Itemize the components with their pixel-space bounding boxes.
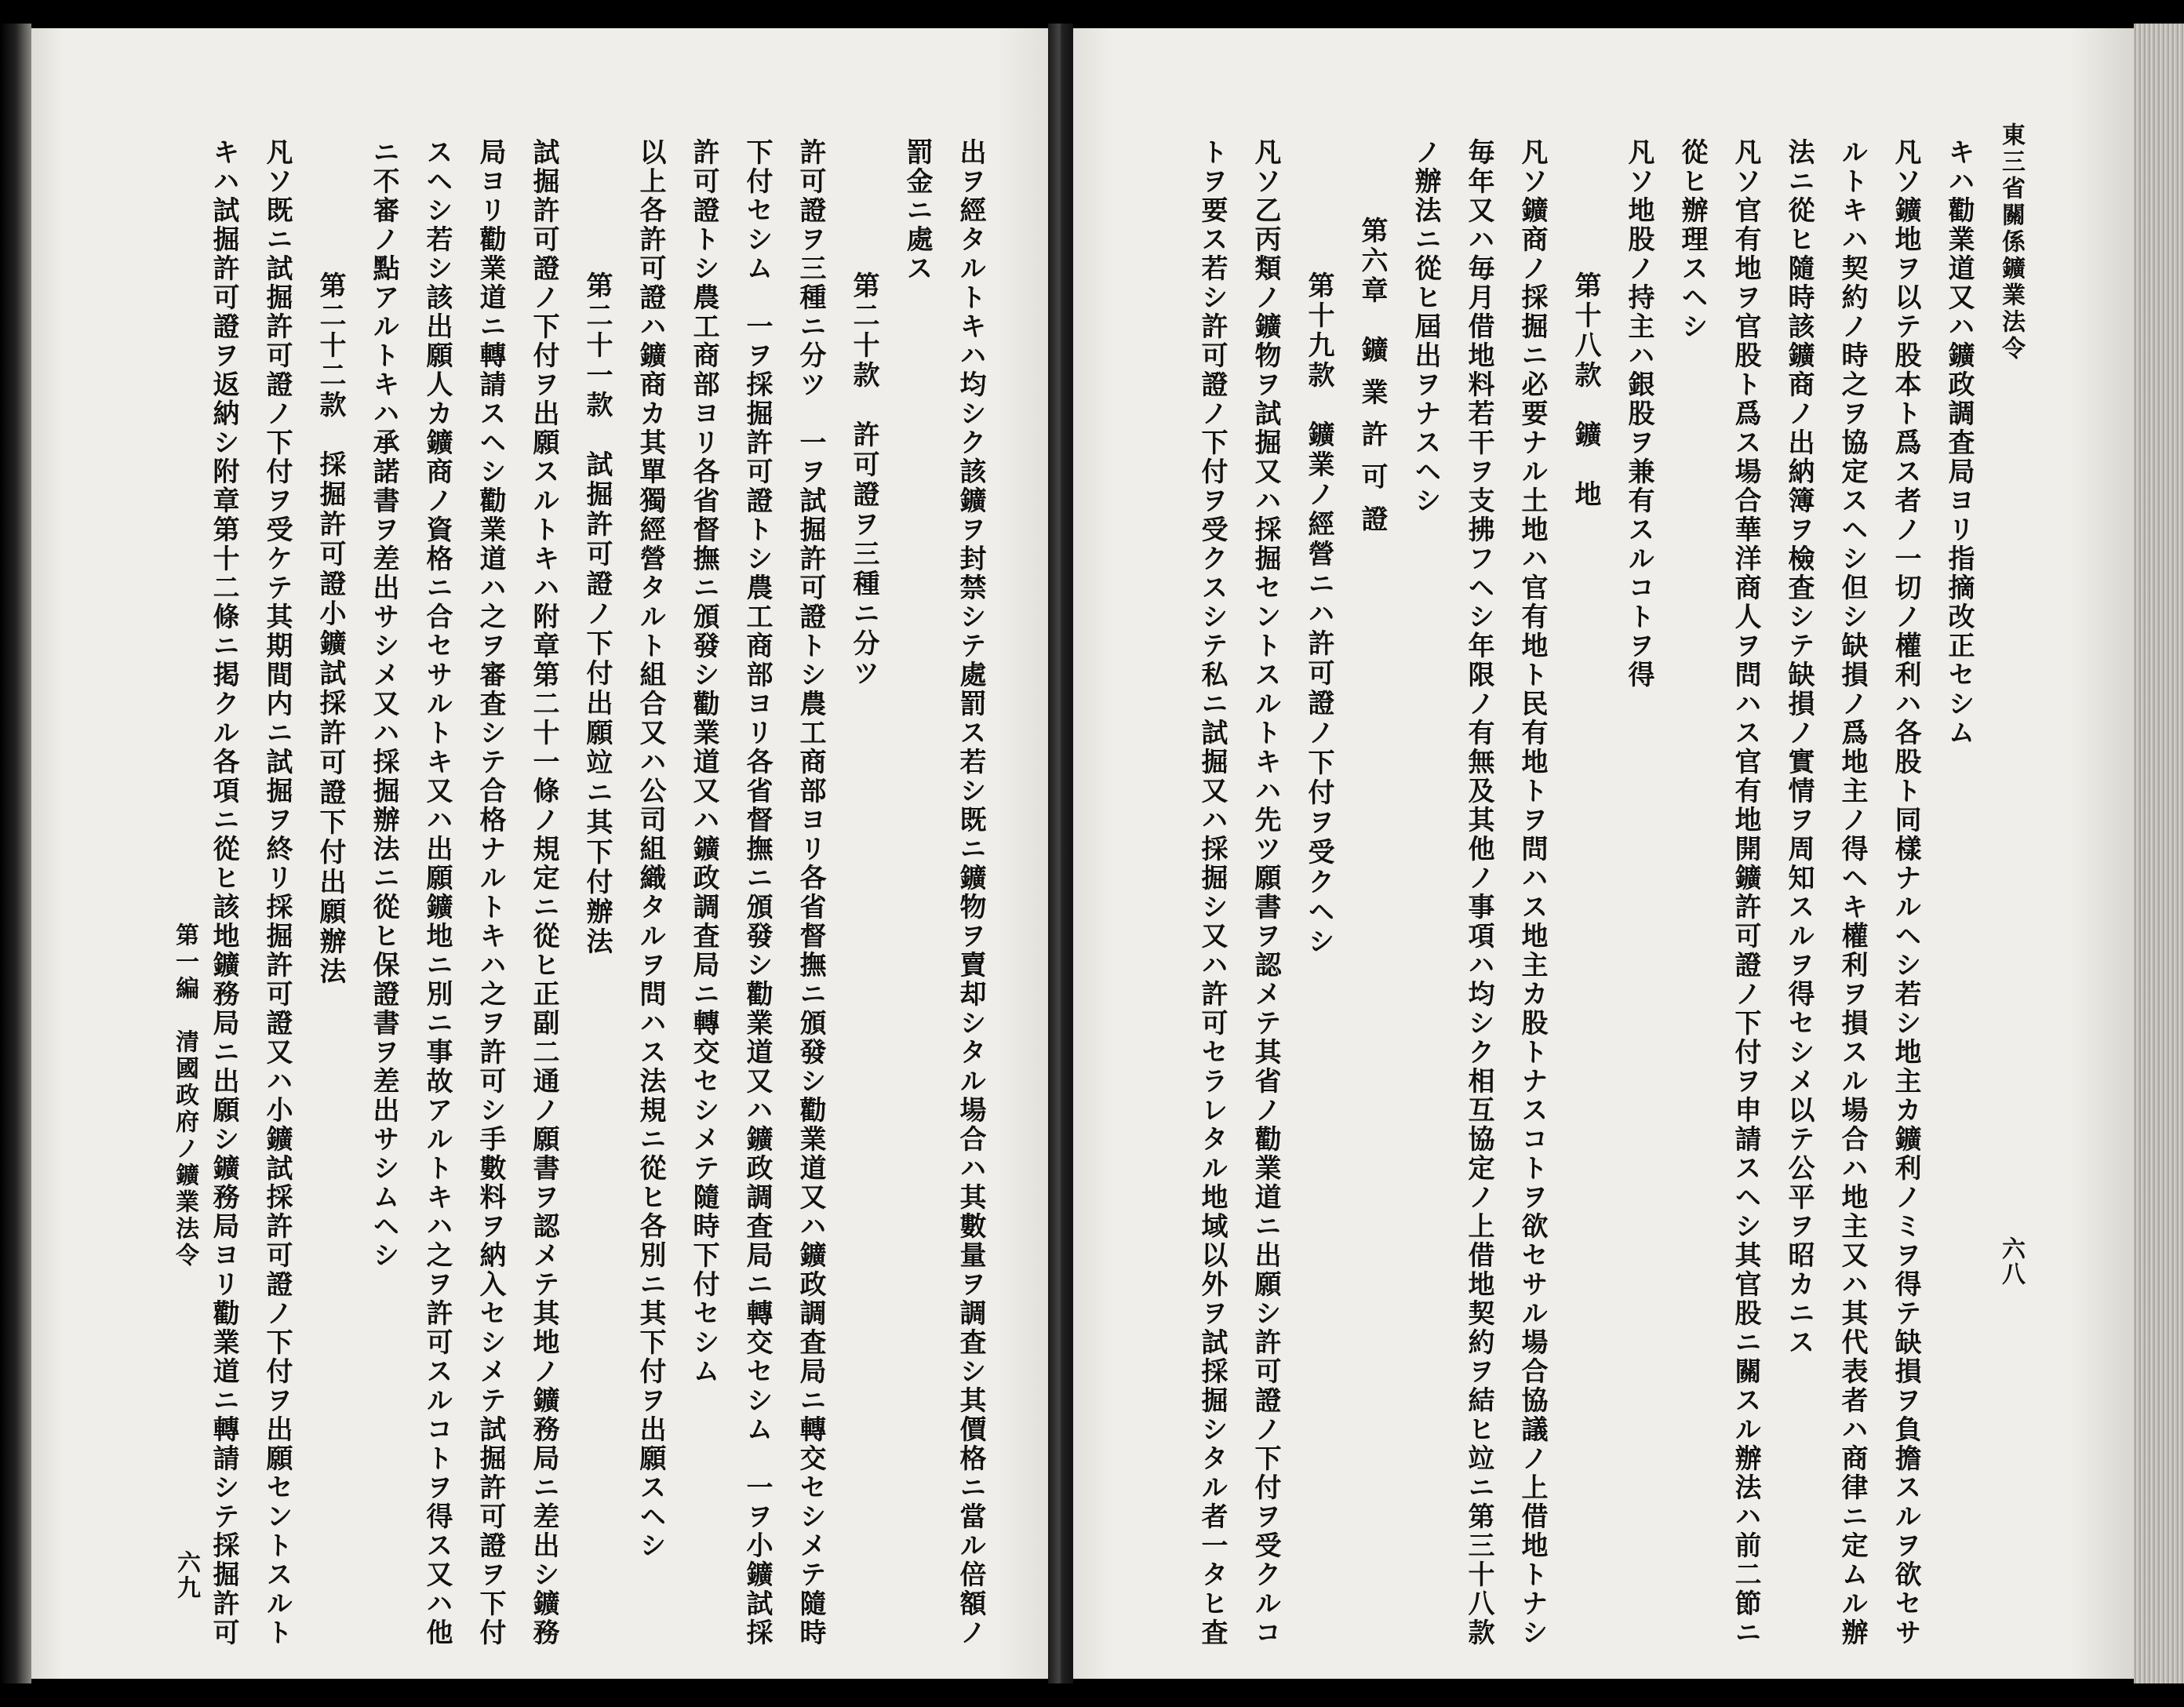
text-line: キハ勸業道又ハ鑛政調査局ヨリ指摘改正セシム (1943, 138, 1975, 748)
book-gutter (1048, 24, 1073, 1683)
scan-left-edge (0, 24, 31, 1683)
text-line: 許可證トシ農工商部ヨリ各省督撫ニ頒發シ勸業道又ハ鑛政調査局ニ轉交セシメテ隨時下付セシム (688, 138, 719, 1386)
article-heading: 第二十二款 採掘許可證小鑛試採許可證下付出願辦法 (315, 271, 346, 987)
text-line: 凡ソ鑛地ヲ以テ股本ト爲ス者ノ一切ノ權利ハ各股ト同樣ナルヘシ若シ地主カ鑛利ノミヲ得テ缺損ヲ負擔スルヲ欲セサ (1890, 138, 1921, 1647)
page-footer-title: 第一編 清國政府ノ鑛業法令 (171, 923, 198, 1269)
article-heading: 第二十款 許可證ヲ三種ニ分ツ (848, 271, 879, 689)
page-68 (1073, 28, 2134, 1679)
text-line: ノ辦法ニ從ヒ屆出ヲナスヘシ (1410, 138, 1441, 515)
article-heading: 第二十一款 試掘許可證ノ下付出願竝ニ其下付辦法 (581, 271, 613, 957)
text-line: 毎年又ハ毎月借地料若干ヲ支拂フヘシ年限ノ有無及其他ノ事項ハ均シク相互協定ノ上借地契約ヲ結ヒ竝ニ第三十八款 (1463, 138, 1494, 1647)
chapter-heading: 第六章 鑛 業 許 可 證 (1356, 217, 1388, 535)
text-line: 罰金ニ處ス (901, 138, 933, 283)
article-heading: 第十九款 鑛業ノ經營ニハ許可證ノ下付ヲ受クヘシ (1303, 271, 1334, 957)
page-number: 六八 (1997, 1236, 2025, 1287)
text-line: 凡ソ鑛商ノ採掘ニ必要ナル土地ハ官有地ト民有地トヲ問ハス地主カ股トナスコトヲ欲セサル場合協議ノ上借地トナシ (1516, 138, 1548, 1647)
text-line: キハ試掘許可證ヲ返納シ附章第十二條ニ掲クル各項ニ從ヒ該地鑛務局ニ出願シ鑛務局ヨリ勸業道ニ轉請シテ採掘許可 (208, 138, 239, 1647)
text-line: 凡ソ地股ノ持主ハ銀股ヲ兼有スルコトヲ得 (1623, 138, 1654, 690)
page-number: 六九 (173, 1550, 200, 1600)
page-stack-edge (2134, 24, 2184, 1683)
text-line: 下付セシム 一ヲ採掘許可證トシ農工商部ヨリ各省督撫ニ頒發シ勸業道又ハ鑛政調査局ニ轉交セシム 一ヲ小鑛試採 (741, 138, 773, 1647)
running-header: 東三省關係鑛業法令 (1997, 122, 2025, 362)
text-line: 以上各許可證ハ鑛商カ其單獨經營タルト組合又ハ公司組織タルヲ問ハス法規ニ從ヒ各別ニ其下付ヲ出願スヘシ (635, 138, 666, 1560)
text-line: 法ニ從ヒ隨時該鑛商ノ出納簿ヲ檢査シテ缺損ノ實情ヲ周知スルヲ得セシメ以テ公平ヲ昭カニス (1783, 138, 1815, 1357)
text-line: 凡ソ官有地ヲ官股ト爲ス場合華洋商人ヲ問ハス官有地開鑛許可證ノ下付ヲ申請スヘシ其官股ニ關スル辦法ハ前二節ニ (1730, 138, 1761, 1647)
text-line: 從ヒ辦理スヘシ (1676, 138, 1708, 341)
text-line: ニ不審ノ點アルトキハ承諾書ヲ差出サシメ又ハ採掘辦法ニ從ヒ保證書ヲ差出サシムヘシ (368, 138, 399, 1270)
text-line: スヘシ若シ該出願人カ鑛商ノ資格ニ合セサルトキ又ハ出願鑛地ニ別ニ事故アルトキハ之ヲ許可スルコトヲ得ス又ハ他 (421, 138, 453, 1647)
text-line: 凡ソ既ニ試掘許可證ノ下付ヲ受ケテ其期間内ニ試掘ヲ終リ採掘許可證又ハ小鑛試採許可證ノ下付ヲ出願セントスルト (261, 138, 293, 1647)
article-heading: 第十八款 鑛 地 (1570, 271, 1601, 510)
page-69 (31, 28, 1048, 1679)
text-line: 出ヲ經タルトキハ均シク該鑛ヲ封禁シテ處罰ス若シ既ニ鑛物ヲ賣却シタル場合ハ其數量ヲ調査シ其價格ニ當ル倍額ノ (955, 138, 986, 1647)
text-line: トヲ要ス若シ許可證ノ下付ヲ受クスシテ私ニ試掘又ハ採掘シ又ハ許可セラレタル地域以外ヲ試採掘シタル者一タヒ査 (1196, 138, 1228, 1647)
text-line: 凡ソ乙丙類ノ鑛物ヲ試掘又ハ採掘セントスルトキハ先ツ願書ヲ認メテ其省ノ勸業道ニ出願シ許可證ノ下付ヲ受クルコ (1250, 138, 1281, 1647)
text-line: 許可證ヲ三種ニ分ツ 一ヲ試掘許可證トシ農工商部ヨリ各省督撫ニ頒發シ勸業道又ハ鑛政調査局ニ轉交セシメテ隨時 (795, 138, 826, 1647)
text-line: ルトキハ契約ノ時之ヲ協定スヘシ但シ缺損ノ爲地主ノ得ヘキ權利ヲ損スル場合ハ地主又ハ其代表者ハ商律ニ定ムル辦 (1836, 138, 1868, 1647)
text-line: 試掘許可證ノ下付ヲ出願スルトキハ附章第二十一條ノ規定ニ從ヒ正副二通ノ願書ヲ認メテ其地ノ鑛務局ニ差出シ鑛務 (528, 138, 559, 1647)
text-line: 局ヨリ勸業道ニ轉請スヘシ勸業道ハ之ヲ審査シテ合格ナルトキハ之ヲ許可シ手數料ヲ納入セシメテ試掘許可證ヲ下付 (475, 138, 506, 1647)
